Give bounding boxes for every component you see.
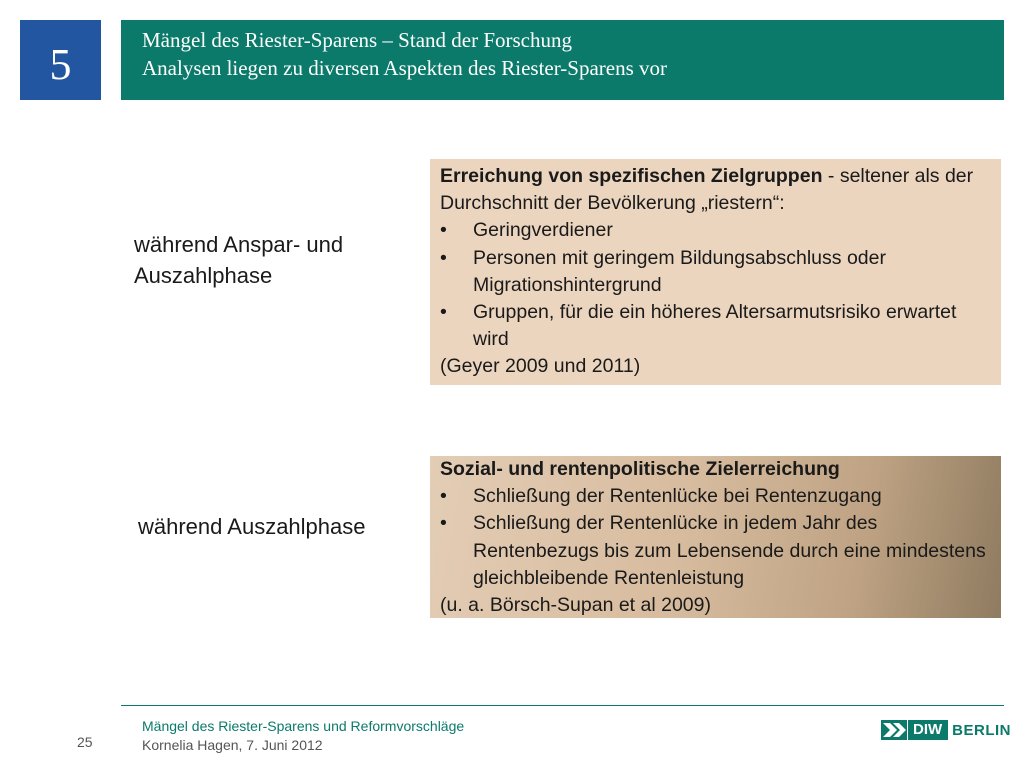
source-citation: (u. a. Börsch-Supan et al 2009) [440,594,711,617]
footer-title: Mängel des Riester-Sparens und Reformvorschläge [142,718,465,734]
bullet-list [440,217,993,353]
source-citation: (Geyer 2009 und 2011) [440,355,641,378]
footer-author: Kornelia Hagen, 7. Juni 2012 [142,737,323,753]
page-number: 25 [77,734,93,750]
footer-divider [121,705,1004,706]
row-label-2-line-1: während Auszahlphase [138,514,366,539]
box-heading-bold: Sozial- und rentenpolitische Zielerreichung [440,458,840,480]
footer-text [142,717,464,755]
bullet-list [440,483,993,592]
box-heading [440,456,993,483]
bullet-item: • Gruppen, für die ein höheres Altersarmutsrisiko erwartet wird [440,299,993,353]
bullet-item: • Schließung der Rentenlücke bei Rentenzugang [440,483,993,510]
diw-logo-berlin: BERLIN [952,721,1012,739]
section-number-badge [20,20,101,100]
row-label-1-line-1: während Anspar- und [134,232,344,257]
row-label-1 [134,229,343,291]
content-box-target-groups [430,159,1001,385]
row-label-2 [138,511,366,542]
row-label-1-line-2: Auszahlphase [134,263,273,288]
section-number: 5 [49,39,72,89]
box-heading-bold: Erreichung von spezifischen Zielgruppen [440,165,823,187]
slide-subtitle: Analysen liegen zu diversen Aspekten des Riester-Sparens vor [142,56,668,80]
slide-title: Mängel des Riester-Sparens – Stand der Forschung [142,28,572,52]
diw-logo [881,720,1011,740]
content-box-policy-goals [430,456,1001,618]
slide-header [121,20,1004,100]
box-heading [440,163,993,217]
bullet-item: • Schließung der Rentenlücke in jedem Jahr des Rentenbezugs bis zum Lebensende durch eine mindestens gleichbleibende Rentenleistung [440,510,993,592]
bullet-item: • Geringverdiener [440,217,993,244]
box-heading-rest: - seltener als der Durchschnitt der Bevölkerung „riestern“: [440,165,974,215]
diw-logo-text: DIW [908,720,948,740]
bullet-item: • Personen mit geringem Bildungsabschluss oder Migrationshintergrund [440,245,993,299]
diw-logo-mark-icon [881,720,907,740]
